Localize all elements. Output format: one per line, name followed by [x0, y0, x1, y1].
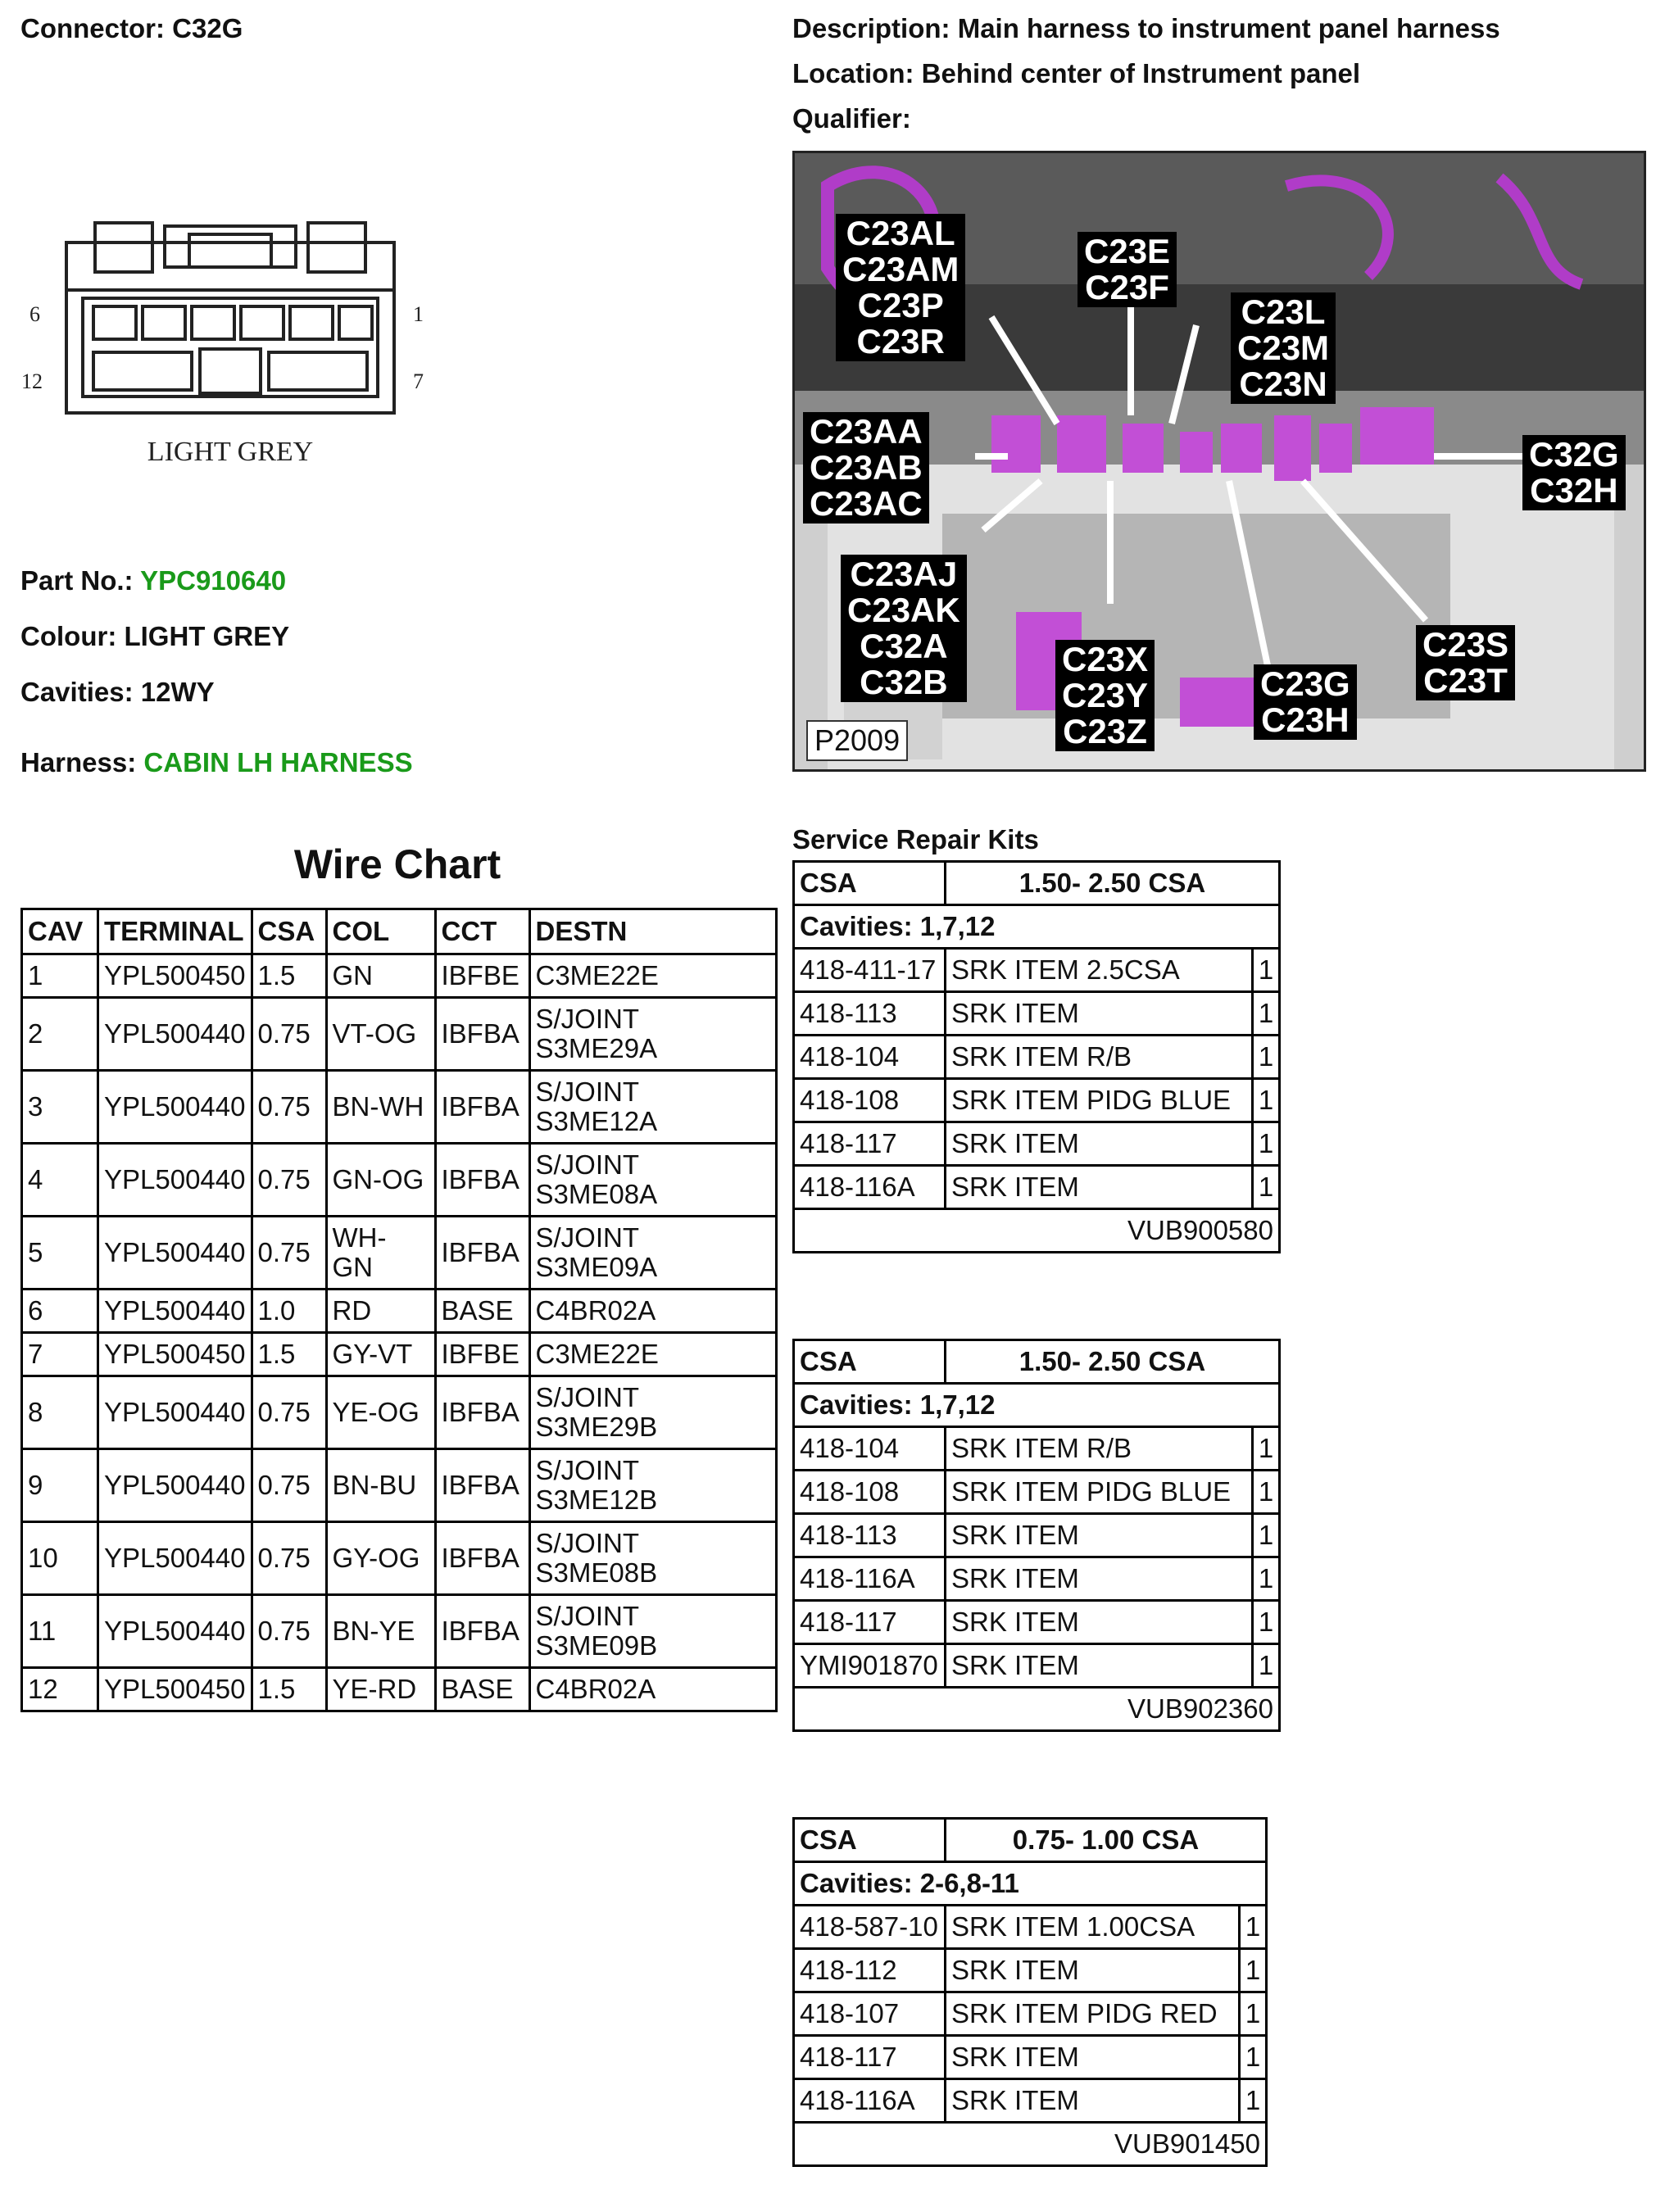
kit-item-desc: SRK ITEM R/B — [946, 1036, 1251, 1077]
kit-item-desc: SRK ITEM — [946, 1558, 1251, 1599]
cell-col: WH- GN — [328, 1217, 434, 1288]
kit-item-part: 418-411-17 — [795, 950, 944, 990]
location-photo — [792, 151, 1646, 772]
kit-item-qty: 1 — [1254, 993, 1278, 1034]
cell-terminal: YPL500440 — [99, 1145, 251, 1215]
kit-item-row — [795, 1558, 1278, 1599]
kit-number: VUB900580 — [795, 1210, 1278, 1251]
col-header-csa: CSA — [253, 910, 325, 953]
wire-row — [23, 1072, 775, 1142]
cell-destn: C3ME22E — [531, 1334, 776, 1375]
kit-item-row — [795, 1515, 1278, 1556]
part-no-label: Part No.: — [20, 565, 134, 596]
wire-row — [23, 1145, 775, 1215]
kit-item-qty: 1 — [1241, 2080, 1265, 2121]
qualifier-line — [792, 103, 911, 134]
pin-label-7: 7 — [413, 369, 424, 393]
kit-csa-row — [795, 1341, 1278, 1382]
colour-value: LIGHT GREY — [124, 621, 290, 651]
cell-csa: 0.75 — [253, 1072, 325, 1142]
kit-cavities: Cavities: 1,7,12 — [795, 1385, 1278, 1426]
kit-cavities: Cavities: 1,7,12 — [795, 906, 1278, 947]
kit-item-qty: 1 — [1241, 2037, 1265, 2078]
kit-item-row — [795, 2080, 1265, 2121]
connector-diagram — [21, 215, 431, 485]
kit-item-row — [795, 1123, 1278, 1164]
cell-terminal: YPL500440 — [99, 999, 251, 1069]
cell-cct: IBFBA — [437, 1072, 529, 1142]
cell-csa: 1.5 — [253, 1334, 325, 1375]
wire-chart-title: Wire Chart — [293, 841, 501, 887]
cavities-value: 12WY — [140, 677, 215, 707]
connector-label: Connector: — [20, 13, 165, 43]
wire-chart-header-row — [23, 910, 775, 953]
kit-item-part: 418-112 — [795, 1950, 944, 1991]
kit-item-qty: 1 — [1254, 1123, 1278, 1164]
qualifier-label: Qualifier: — [792, 103, 911, 134]
kit-item-qty: 1 — [1254, 1036, 1278, 1077]
kit-item-desc: SRK ITEM — [946, 1645, 1251, 1686]
kit-item-part: 418-113 — [795, 1515, 944, 1556]
callout-c23l-group: C23L C23M C23N — [1231, 292, 1336, 404]
cell-cav: 9 — [23, 1450, 97, 1521]
cell-destn: S/JOINT S3ME29B — [531, 1377, 776, 1448]
kit-cavities: Cavities: 2-6,8-11 — [795, 1863, 1265, 1904]
wire-row — [23, 999, 775, 1069]
kit-item-qty: 1 — [1254, 1515, 1278, 1556]
callout-c23aj-group: C23AJ C23AK C32A C32B — [841, 555, 967, 702]
cell-col: GY-OG — [328, 1523, 434, 1593]
cell-col: GY-VT — [328, 1334, 434, 1375]
cell-cav: 8 — [23, 1377, 97, 1448]
kit-item-qty: 1 — [1254, 1428, 1278, 1469]
repair-kit-table — [792, 1817, 1268, 2167]
cell-col: BN-WH — [328, 1072, 434, 1142]
callout-c23x-group: C23X C23Y C23Z — [1055, 640, 1155, 751]
kit-item-row — [795, 1167, 1278, 1208]
cell-cct: IBFBE — [437, 1334, 529, 1375]
harness-link[interactable]: CABIN LH HARNESS — [143, 747, 413, 777]
cell-destn: C4BR02A — [531, 1669, 776, 1710]
cell-terminal: YPL500440 — [99, 1377, 251, 1448]
wire-row — [23, 1669, 775, 1710]
cell-col: GN-OG — [328, 1145, 434, 1215]
kit-item-qty: 1 — [1254, 1471, 1278, 1512]
kit-csa-label: CSA — [795, 1341, 944, 1382]
cell-col: YE-RD — [328, 1669, 434, 1710]
cell-terminal: YPL500450 — [99, 1669, 251, 1710]
cell-cct: IBFBA — [437, 1450, 529, 1521]
cell-terminal: YPL500440 — [99, 1450, 251, 1521]
kit-item-desc: SRK ITEM PIDG RED — [946, 1993, 1238, 2034]
callout-c23s-group: C23S C23T — [1416, 625, 1515, 700]
kit-item-part: 418-113 — [795, 993, 944, 1034]
cell-cav: 2 — [23, 999, 97, 1069]
cell-csa: 0.75 — [253, 999, 325, 1069]
callout-c32g-group: C32G C32H — [1522, 435, 1626, 510]
colour-line — [20, 621, 289, 652]
cell-cav: 10 — [23, 1523, 97, 1593]
cell-csa: 1.0 — [253, 1290, 325, 1331]
cell-destn: S/JOINT S3ME09A — [531, 1217, 776, 1288]
kit-item-desc: SRK ITEM PIDG BLUE — [946, 1080, 1251, 1121]
kit-item-row — [795, 993, 1278, 1034]
cell-cav: 1 — [23, 955, 97, 996]
kit-item-row — [795, 1645, 1278, 1686]
kit-number: VUB901450 — [795, 2124, 1265, 2164]
kit-item-part: 418-116A — [795, 1558, 944, 1599]
kit-item-row — [795, 1993, 1265, 2034]
cell-csa: 0.75 — [253, 1596, 325, 1666]
kit-item-row — [795, 1471, 1278, 1512]
cell-terminal: YPL500450 — [99, 1334, 251, 1375]
kit-item-part: 418-117 — [795, 1602, 944, 1643]
wire-row — [23, 1523, 775, 1593]
kit-footer-row — [795, 1210, 1278, 1251]
kit-item-part: 418-587-10 — [795, 1906, 944, 1947]
wire-row — [23, 1334, 775, 1375]
cell-col: BN-YE — [328, 1596, 434, 1666]
kit-item-row — [795, 1080, 1278, 1121]
kit-item-row — [795, 950, 1278, 990]
part-no-line — [20, 565, 286, 596]
wire-row — [23, 1290, 775, 1331]
kit-item-qty: 1 — [1241, 1993, 1265, 2034]
cell-col: GN — [328, 955, 434, 996]
cell-cav: 7 — [23, 1334, 97, 1375]
repair-kit-table — [792, 860, 1281, 1253]
cell-destn: S/JOINT S3ME08A — [531, 1145, 776, 1215]
col-header-col: COL — [328, 910, 434, 953]
kit-item-part: 418-116A — [795, 1167, 944, 1208]
kit-item-row — [795, 1602, 1278, 1643]
kit-item-desc: SRK ITEM — [946, 1167, 1251, 1208]
pin-label-1: 1 — [413, 302, 424, 326]
service-repair-kits-title: Service Repair Kits — [792, 824, 1039, 854]
kit-item-part: 418-107 — [795, 1993, 944, 2034]
kit-item-desc: SRK ITEM — [946, 993, 1251, 1034]
cell-cav: 12 — [23, 1669, 97, 1710]
cell-terminal: YPL500440 — [99, 1217, 251, 1288]
cell-cct: IBFBA — [437, 1217, 529, 1288]
cell-csa: 0.75 — [253, 1523, 325, 1593]
connector-colour-label: LIGHT GREY — [147, 437, 314, 467]
kit-item-qty: 1 — [1254, 950, 1278, 990]
kit-item-row — [795, 1950, 1265, 1991]
cell-cct: IBFBA — [437, 1145, 529, 1215]
kit-footer-row — [795, 2124, 1265, 2164]
cell-csa: 1.5 — [253, 955, 325, 996]
cell-csa: 0.75 — [253, 1145, 325, 1215]
kit-item-qty: 1 — [1254, 1602, 1278, 1643]
description-line — [792, 13, 1500, 44]
kit-item-part: 418-116A — [795, 2080, 944, 2121]
cell-cct: IBFBA — [437, 999, 529, 1069]
pin-label-6: 6 — [29, 302, 40, 326]
kit-item-part: YMI901870 — [795, 1645, 944, 1686]
harness-line — [20, 747, 413, 778]
kit-csa-range: 1.50- 2.50 CSA — [946, 1341, 1278, 1382]
cell-terminal: YPL500440 — [99, 1596, 251, 1666]
kit-csa-row — [795, 863, 1278, 904]
cell-destn: S/JOINT S3ME12A — [531, 1072, 776, 1142]
kit-csa-row — [795, 1820, 1265, 1861]
cell-csa: 0.75 — [253, 1450, 325, 1521]
wire-row — [23, 1450, 775, 1521]
pin-label-12: 12 — [21, 369, 43, 393]
kit-item-row — [795, 1906, 1265, 1947]
kit-csa-range: 0.75- 1.00 CSA — [946, 1820, 1265, 1861]
kit-cavities-row — [795, 906, 1278, 947]
kit-item-part: 418-108 — [795, 1471, 944, 1512]
kit-csa-label: CSA — [795, 1820, 944, 1861]
kit-number: VUB902360 — [795, 1688, 1278, 1729]
kit-item-desc: SRK ITEM 1.00CSA — [946, 1906, 1238, 1947]
kit-item-part: 418-117 — [795, 2037, 944, 2078]
callout-c23e-group: C23E C23F — [1077, 232, 1177, 307]
cell-destn: S/JOINT S3ME29A — [531, 999, 776, 1069]
kit-item-desc: SRK ITEM — [946, 2080, 1238, 2121]
kit-item-row — [795, 2037, 1265, 2078]
description-value: Main harness to instrument panel harness — [957, 13, 1500, 43]
wire-chart-table — [20, 908, 778, 1712]
wire-chart-body — [23, 955, 775, 1710]
cell-col: VT-OG — [328, 999, 434, 1069]
kit-item-part: 418-104 — [795, 1036, 944, 1077]
wire-row — [23, 1217, 775, 1288]
cell-destn: C4BR02A — [531, 1290, 776, 1331]
kit-item-desc: SRK ITEM — [946, 1515, 1251, 1556]
kit-item-qty: 1 — [1254, 1080, 1278, 1121]
kit-item-row — [795, 1036, 1278, 1077]
col-header-cct: CCT — [437, 910, 529, 953]
cell-csa: 1.5 — [253, 1669, 325, 1710]
cell-destn: S/JOINT S3ME08B — [531, 1523, 776, 1593]
kit-item-desc: SRK ITEM PIDG BLUE — [946, 1471, 1251, 1512]
cell-col: YE-OG — [328, 1377, 434, 1448]
cell-csa: 0.75 — [253, 1217, 325, 1288]
kit-csa-label: CSA — [795, 863, 944, 904]
cell-col: RD — [328, 1290, 434, 1331]
cell-cav: 3 — [23, 1072, 97, 1142]
figure-id: P2009 — [806, 720, 908, 761]
kit-item-qty: 1 — [1254, 1558, 1278, 1599]
kit-item-row — [795, 1428, 1278, 1469]
callout-c23g-group: C23G C23H — [1254, 664, 1357, 740]
cell-cav: 6 — [23, 1290, 97, 1331]
cell-cct: IBFBA — [437, 1596, 529, 1666]
kit-item-desc: SRK ITEM — [946, 1602, 1251, 1643]
wire-row — [23, 1596, 775, 1666]
kit-footer-row — [795, 1688, 1278, 1729]
cavities-label: Cavities: — [20, 677, 134, 707]
kit-item-part: 418-104 — [795, 1428, 944, 1469]
cell-terminal: YPL500440 — [99, 1290, 251, 1331]
col-header-destn: DESTN — [531, 910, 776, 953]
cell-cav: 5 — [23, 1217, 97, 1288]
kit-item-part: 418-117 — [795, 1123, 944, 1164]
cell-terminal: YPL500440 — [99, 1072, 251, 1142]
cell-cct: BASE — [437, 1669, 529, 1710]
kit-item-qty: 1 — [1254, 1645, 1278, 1686]
location-line — [792, 58, 1360, 89]
col-header-terminal: TERMINAL — [99, 910, 251, 953]
kit-item-desc: SRK ITEM R/B — [946, 1428, 1251, 1469]
cell-destn: C3ME22E — [531, 955, 776, 996]
kit-item-desc: SRK ITEM 2.5CSA — [946, 950, 1251, 990]
cell-terminal: YPL500440 — [99, 1523, 251, 1593]
kit-item-qty: 1 — [1254, 1167, 1278, 1208]
description-label: Description: — [792, 13, 950, 43]
cell-terminal: YPL500450 — [99, 955, 251, 996]
cavities-line — [20, 677, 215, 708]
connector-value: C32G — [172, 13, 243, 43]
kit-item-part: 418-108 — [795, 1080, 944, 1121]
kit-item-desc: SRK ITEM — [946, 1123, 1251, 1164]
cell-cct: BASE — [437, 1290, 529, 1331]
cell-csa: 0.75 — [253, 1377, 325, 1448]
cell-cav: 4 — [23, 1145, 97, 1215]
wire-row — [23, 1377, 775, 1448]
location-value: Behind center of Instrument panel — [921, 58, 1361, 88]
connector-face-drawing — [21, 215, 431, 485]
cell-cct: IBFBA — [437, 1523, 529, 1593]
repair-kit-table — [792, 1339, 1281, 1732]
cell-cct: IBFBE — [437, 955, 529, 996]
kit-cavities-row — [795, 1863, 1265, 1904]
kit-csa-range: 1.50- 2.50 CSA — [946, 863, 1278, 904]
callout-c23al-group: C23AL C23AM C23P C23R — [836, 214, 965, 361]
cell-destn: S/JOINT S3ME09B — [531, 1596, 776, 1666]
connector-line — [20, 13, 243, 44]
kit-cavities-row — [795, 1385, 1278, 1426]
part-no-link[interactable]: YPC910640 — [140, 565, 287, 596]
cell-destn: S/JOINT S3ME12B — [531, 1450, 776, 1521]
kit-item-desc: SRK ITEM — [946, 2037, 1238, 2078]
kit-item-qty: 1 — [1241, 1950, 1265, 1991]
colour-label: Colour: — [20, 621, 117, 651]
cell-cct: IBFBA — [437, 1377, 529, 1448]
kit-item-qty: 1 — [1241, 1906, 1265, 1947]
wire-row — [23, 955, 775, 996]
harness-label: Harness: — [20, 747, 137, 777]
cell-col: BN-BU — [328, 1450, 434, 1521]
col-header-cav: CAV — [23, 910, 97, 953]
cell-cav: 11 — [23, 1596, 97, 1666]
kit-item-desc: SRK ITEM — [946, 1950, 1238, 1991]
location-label: Location: — [792, 58, 914, 88]
callout-c23aa-group: C23AA C23AB C23AC — [803, 412, 929, 524]
